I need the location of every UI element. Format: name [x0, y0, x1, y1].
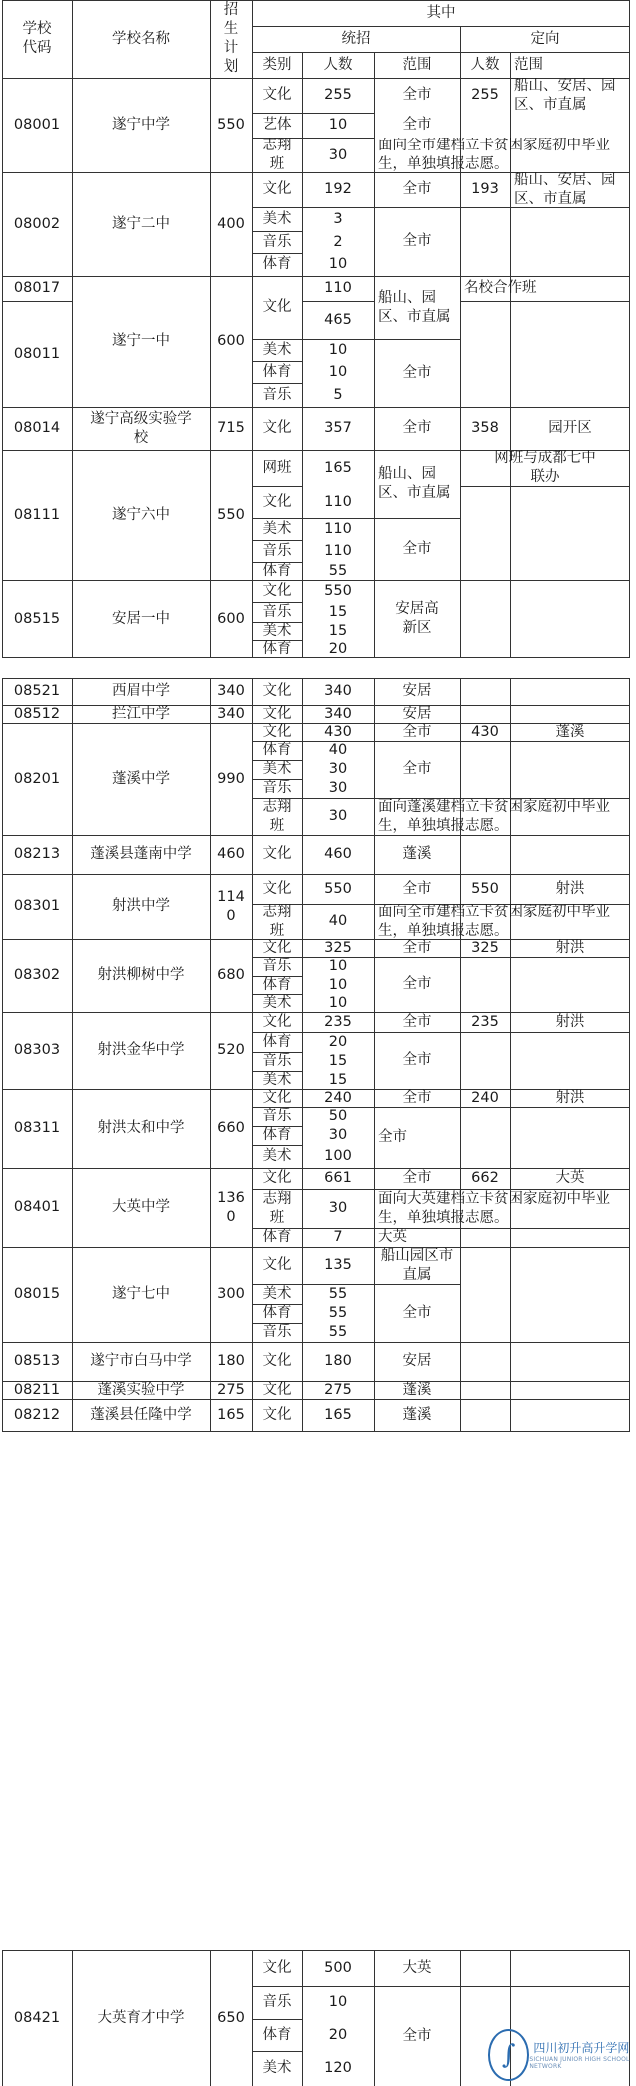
plan-total: 275 [217, 1381, 245, 1398]
scope: 全市 [402, 1089, 432, 1106]
plan-total: 460 [217, 846, 245, 862]
school-code: 08515 [13, 610, 61, 627]
school-name: 遂宁二中 [112, 215, 170, 232]
school-code: 08213 [13, 846, 61, 862]
scope: 大英 [378, 1229, 407, 1245]
plan-total: 715 [217, 420, 245, 436]
watermark-title: 四川初升高升学网 [533, 2040, 630, 2055]
category: 文化 [262, 1013, 292, 1030]
directed-scope: 大英 [555, 1170, 585, 1186]
scope: 全市 [402, 880, 432, 897]
count: 55 [328, 562, 348, 579]
count: 110 [324, 520, 352, 537]
category: 美术 [262, 210, 292, 227]
category: 文化 [262, 880, 292, 897]
count: 20 [328, 2026, 348, 2043]
header-unified: 统招 [341, 30, 371, 47]
plan-total: 520 [217, 1042, 245, 1058]
school-name: 射洪金华中学 [97, 1042, 185, 1058]
plan-total: 340 [217, 705, 245, 722]
category: 文化 [262, 1353, 292, 1369]
category: 体育 [262, 2026, 292, 2043]
school-name: 大英中学 [112, 1199, 170, 1215]
category: 文化 [262, 1407, 292, 1423]
category: 文化 [262, 723, 292, 740]
note: 面向全市建档立卡贫困家庭初中毕业生，单独填报志愿。 [378, 904, 610, 939]
school-code: 08011 [13, 345, 61, 362]
category: 体育 [262, 1305, 292, 1321]
category: 美术 [262, 341, 292, 358]
directed-count: 430 [471, 723, 499, 740]
scope: 安居高新区 [395, 601, 439, 636]
school-code: 08303 [13, 1042, 61, 1058]
count: 275 [324, 1381, 352, 1398]
school-code: 08421 [13, 2009, 61, 2026]
category: 音乐 [262, 603, 292, 620]
category: 文化 [262, 1959, 292, 1976]
scope: 蓬溪 [402, 1381, 432, 1398]
school-code: 08521 [13, 683, 61, 699]
count: 10 [328, 958, 348, 974]
school-name: 拦江中学 [112, 705, 170, 722]
count: 30 [328, 146, 348, 163]
plan-total: 550 [217, 506, 245, 523]
category: 体育 [262, 1229, 292, 1245]
count: 465 [324, 311, 352, 328]
count: 55 [328, 1305, 348, 1321]
category: 文化 [262, 493, 292, 510]
scope: 全市 [402, 420, 432, 436]
category: 体育 [262, 1127, 292, 1143]
school-name: 遂宁中学 [112, 116, 170, 133]
header-scope: 范围 [402, 56, 432, 73]
school-code: 08302 [13, 967, 61, 983]
scope: 全市 [402, 761, 432, 777]
scope: 全市 [402, 233, 432, 249]
school-code: 08017 [13, 280, 61, 296]
scope: 安居 [402, 683, 432, 699]
scope: 全市 [402, 1170, 432, 1186]
count: 135 [324, 1257, 352, 1273]
plan-total: 550 [217, 116, 245, 133]
school-name: 蓬溪县任隆中学 [90, 1407, 192, 1423]
count: 40 [328, 913, 348, 929]
site-watermark [488, 2026, 634, 2084]
school-name: 蓬溪中学 [112, 770, 170, 787]
count: 661 [324, 1170, 352, 1186]
category: 志翔班 [262, 798, 292, 834]
school-name: 安居一中 [112, 610, 170, 627]
plan-total: 300 [217, 1286, 245, 1302]
school-name: 遂宁七中 [112, 1286, 170, 1302]
count: 340 [324, 705, 352, 722]
scope: 全市 [402, 2027, 432, 2044]
category: 文化 [262, 181, 292, 197]
scope: 全市 [402, 1052, 432, 1068]
table-block-2 [2, 678, 630, 1434]
count: 550 [324, 582, 352, 599]
count: 110 [324, 280, 352, 296]
category: 体育 [262, 976, 292, 993]
plan-total: 680 [217, 967, 245, 983]
scope: 船山园区市直属 [380, 1247, 454, 1283]
category: 美术 [262, 622, 292, 639]
school-name: 遂宁市白马中学 [90, 1353, 192, 1369]
note: 面向大英建档立卡贫困家庭初中毕业生，单独填报志愿。 [378, 1190, 610, 1226]
school-code: 08002 [13, 215, 61, 232]
category: 文化 [262, 420, 292, 436]
count: 2 [333, 233, 343, 250]
category: 文化 [262, 1170, 292, 1186]
directed-count: 662 [471, 1170, 499, 1186]
scope: 全市 [378, 1129, 407, 1145]
school-code: 08001 [13, 116, 61, 133]
plan-total: 990 [217, 770, 245, 787]
school-name: 大英育才中学 [97, 2009, 185, 2026]
header-directed: 定向 [530, 30, 560, 47]
category: 文化 [262, 1381, 292, 1398]
school-name: 遂宁一中 [112, 333, 170, 349]
plan-total: 400 [217, 215, 245, 232]
category: 美术 [262, 520, 292, 537]
category: 艺体 [262, 117, 292, 133]
count: 5 [333, 386, 343, 403]
table-block-1 [2, 0, 630, 660]
header-school-name: 学校名称 [112, 30, 170, 47]
count: 110 [324, 493, 352, 510]
category: 音乐 [262, 1324, 292, 1340]
count: 3 [333, 210, 343, 227]
plan-total: 340 [217, 683, 245, 699]
scope: 全市 [402, 117, 432, 133]
category: 美术 [262, 994, 292, 1011]
school-name: 遂宁六中 [112, 506, 170, 523]
category: 网班 [262, 459, 292, 476]
school-code: 08311 [13, 1120, 61, 1136]
count: 55 [328, 1285, 348, 1302]
count: 15 [328, 1053, 348, 1069]
school-name: 射洪中学 [112, 898, 170, 914]
scope: 全市 [402, 1304, 432, 1321]
category: 美术 [262, 761, 292, 777]
header-count: 人数 [323, 56, 353, 73]
category: 文化 [262, 1089, 292, 1106]
category: 音乐 [262, 542, 292, 559]
category: 美术 [262, 1148, 292, 1164]
school-code: 08513 [13, 1353, 61, 1369]
count: 10 [328, 976, 348, 993]
school-code: 08111 [13, 506, 61, 523]
directed-scope: 船山、安居、园区、市直属 [514, 172, 616, 207]
school-name: 蓬溪县蓬南中学 [90, 846, 192, 862]
plan-total: 600 [217, 610, 245, 627]
scope: 全市 [402, 181, 432, 197]
school-name: 西眉中学 [112, 683, 170, 699]
count: 10 [328, 1994, 348, 2010]
scope: 全市 [402, 540, 432, 557]
watermark-logo-icon: ∫ [488, 2029, 529, 2081]
plan-total: 1360 [217, 1189, 245, 1225]
count: 165 [324, 459, 352, 476]
scope: 安居 [402, 1353, 432, 1369]
school-name: 射洪太和中学 [97, 1120, 185, 1136]
category: 体育 [262, 562, 292, 579]
scope: 全市 [402, 976, 432, 992]
directed-count: 193 [471, 181, 499, 197]
count: 240 [324, 1089, 352, 1106]
count: 10 [328, 256, 348, 272]
scope: 蓬溪 [402, 846, 432, 862]
note: 面向全市建档立卡贫困家庭初中毕业生，单独填报志愿。 [378, 138, 610, 172]
scope: 全市 [402, 364, 432, 381]
plan-total: 165 [217, 1407, 245, 1423]
count: 30 [328, 1127, 348, 1143]
count: 20 [328, 1033, 348, 1050]
header-directed-scope: 范围 [514, 56, 543, 73]
scope: 大英 [402, 1959, 432, 1976]
watermark-subtitle: SICHUAN JUNIOR HIGH SCHOOL NETWORK [529, 2055, 630, 2070]
category: 音乐 [262, 958, 292, 974]
count: 30 [328, 780, 348, 796]
count: 430 [324, 723, 352, 740]
count: 30 [328, 761, 348, 777]
header-school-code: 学校代码 [22, 21, 52, 56]
count: 460 [324, 846, 352, 862]
note: 面向蓬溪建档立卡贫困家庭初中毕业生，单独填报志愿。 [378, 798, 610, 834]
count: 15 [328, 622, 348, 639]
directed-count: 358 [471, 420, 499, 436]
category: 志翔班 [262, 1190, 292, 1226]
count: 357 [324, 420, 352, 436]
category: 志翔班 [262, 138, 292, 172]
category: 文化 [262, 1257, 292, 1273]
category: 音乐 [262, 780, 292, 796]
count: 30 [328, 1200, 348, 1216]
count: 325 [324, 939, 352, 956]
category: 体育 [262, 640, 292, 657]
count: 15 [328, 1071, 348, 1088]
count: 235 [324, 1013, 352, 1030]
category: 音乐 [262, 233, 292, 250]
count: 10 [328, 363, 348, 380]
scope: 船山、园区、市直属 [378, 466, 451, 501]
category: 志翔班 [262, 904, 292, 939]
school-name: 遂宁高级实验学校 [90, 410, 192, 446]
category: 音乐 [262, 1994, 292, 2010]
count: 10 [328, 994, 348, 1011]
plan-total: 180 [217, 1353, 245, 1369]
category: 体育 [262, 1033, 292, 1050]
school-code: 08512 [13, 705, 61, 722]
category: 音乐 [262, 386, 292, 403]
count: 500 [324, 1959, 352, 1976]
header-directed-count: 人数 [470, 56, 500, 73]
category: 美术 [262, 2060, 292, 2076]
scope: 全市 [402, 1013, 432, 1030]
category: 音乐 [262, 1053, 292, 1069]
directed-note: 名校合作班 [464, 280, 537, 296]
scope: 全市 [402, 723, 432, 740]
school-code: 08212 [13, 1407, 61, 1423]
count: 40 [328, 742, 348, 758]
school-code: 08211 [13, 1381, 61, 1398]
directed-scope: 船山、安居、园区、市直属 [514, 78, 616, 113]
count: 192 [324, 181, 352, 197]
directed-scope: 射洪 [555, 939, 585, 956]
count: 110 [324, 542, 352, 559]
watermark-text [529, 2041, 634, 2070]
count: 180 [324, 1353, 352, 1369]
category: 文化 [262, 299, 292, 315]
category: 体育 [262, 363, 292, 380]
count: 7 [333, 1229, 343, 1245]
directed-count: 325 [471, 939, 499, 956]
category: 文化 [262, 846, 292, 862]
school-name: 射洪柳树中学 [97, 967, 185, 983]
category: 文化 [262, 87, 292, 103]
school-code: 08015 [13, 1286, 61, 1302]
count: 30 [328, 808, 348, 824]
directed-count: 235 [471, 1013, 499, 1030]
school-code: 08014 [13, 420, 61, 436]
directed-scope: 射洪 [555, 1013, 585, 1030]
count: 255 [324, 87, 352, 103]
category: 文化 [262, 705, 292, 722]
school-name: 蓬溪实验中学 [97, 1381, 185, 1398]
plan-total: 600 [217, 333, 245, 349]
directed-scope: 蓬溪 [555, 723, 585, 740]
count: 55 [328, 1324, 348, 1340]
count: 10 [328, 117, 348, 133]
school-code: 08201 [13, 770, 61, 787]
category: 美术 [262, 1071, 292, 1088]
category: 音乐 [262, 1108, 292, 1124]
directed-scope: 园开区 [548, 420, 592, 436]
count: 10 [328, 341, 348, 358]
count: 20 [328, 640, 348, 657]
header-among: 其中 [426, 4, 456, 21]
category: 文化 [262, 939, 292, 956]
category: 体育 [262, 742, 292, 758]
count: 100 [324, 1148, 352, 1164]
count: 550 [324, 880, 352, 897]
scope: 蓬溪 [402, 1407, 432, 1423]
scope: 安居 [402, 705, 432, 722]
directed-count: 240 [471, 1089, 499, 1106]
count: 120 [324, 2060, 352, 2076]
count: 15 [328, 603, 348, 620]
category: 文化 [262, 683, 292, 699]
category: 体育 [262, 256, 292, 272]
directed-scope: 射洪 [555, 1089, 585, 1106]
count: 340 [324, 683, 352, 699]
plan-total: 660 [217, 1120, 245, 1136]
header-plan: 招生计划 [223, 2, 239, 75]
category: 美术 [262, 1285, 292, 1302]
directed-scope: 网班与成都七中联办 [494, 450, 596, 485]
directed-scope: 射洪 [555, 880, 585, 897]
school-code: 08401 [13, 1199, 61, 1215]
directed-count: 255 [471, 87, 499, 103]
header-category: 类别 [262, 56, 292, 73]
scope: 全市 [402, 87, 432, 103]
count: 50 [328, 1108, 348, 1124]
count: 165 [324, 1407, 352, 1423]
plan-total: 1140 [217, 888, 245, 924]
directed-count: 550 [471, 880, 499, 897]
school-code: 08301 [13, 898, 61, 914]
scope: 全市 [402, 939, 432, 956]
plan-total: 650 [217, 2009, 245, 2026]
category: 文化 [262, 582, 292, 599]
scope: 船山、园区、市直属 [378, 289, 451, 325]
